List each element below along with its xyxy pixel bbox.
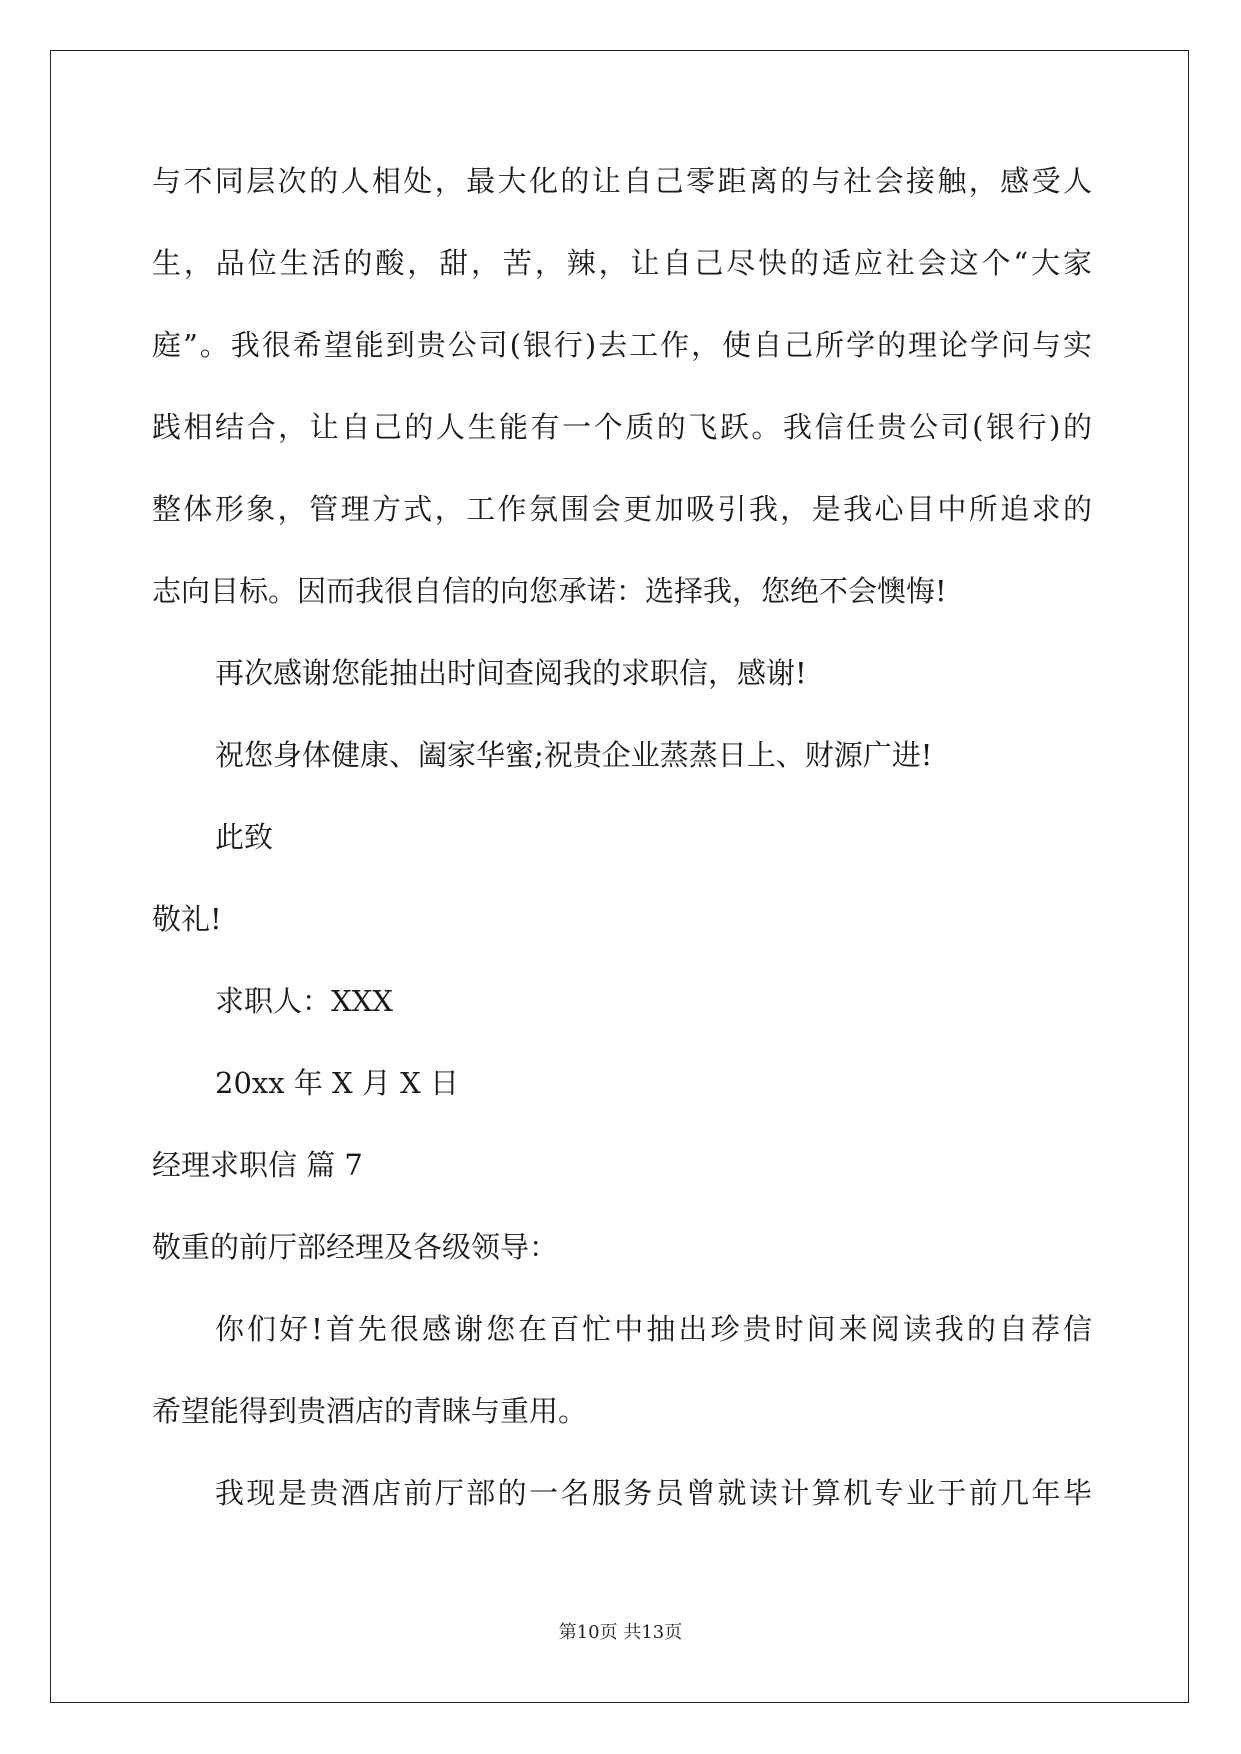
document-body: [152, 163, 1092, 1557]
section-title: 经理求职信 篇 7: [152, 1148, 363, 1182]
letter-date: 20xx 年 X 月 X 日: [215, 1066, 459, 1100]
paragraph-line: 志向目标。因而我很自信的向您承诺：选择我，您绝不会懊悔!: [152, 574, 947, 608]
paragraph-line: 与不同层次的人相处，最大化的让自己零距离的与社会接触，感受人: [152, 164, 1092, 198]
paragraph-line: 生，品位生活的酸，甜，苦，辣，让自己尽快的适应社会这个“大家: [152, 246, 1092, 280]
page-number: 第10页 共13页: [558, 1622, 683, 1643]
applicant-name: 求职人：XXX: [215, 984, 393, 1018]
paragraph-line: 践相结合，让自己的人生能有一个质的飞跃。我信任贵公司(银行)的: [152, 410, 1092, 444]
paragraph-line: 庭”。我很希望能到贵公司(银行)去工作，使自己所学的理论学问与实: [152, 328, 1092, 362]
closing-regards: 敬礼!: [152, 902, 222, 936]
thanks-line: 再次感谢您能抽出时间查阅我的求职信，感谢!: [215, 656, 807, 690]
paragraph-line: 我现是贵酒店前厅部的一名服务员曾就读计算机专业于前几年毕: [215, 1476, 1092, 1510]
paragraph-line: 你们好!首先很感谢您在百忙中抽出珍贵时间来阅读我的自荐信: [215, 1312, 1092, 1346]
closing-salutation: 此致: [215, 820, 274, 854]
wishes-line: 祝您身体健康、阖家华蜜;祝贵企业蒸蒸日上、财源广进!: [215, 738, 933, 772]
paragraph-line: 整体形象，管理方式，工作氛围会更加吸引我，是我心目中所追求的: [152, 492, 1092, 526]
paragraph-line: 希望能得到贵酒店的青睐与重用。: [152, 1394, 588, 1428]
letter-greeting: 敬重的前厅部经理及各级领导：: [152, 1230, 559, 1264]
